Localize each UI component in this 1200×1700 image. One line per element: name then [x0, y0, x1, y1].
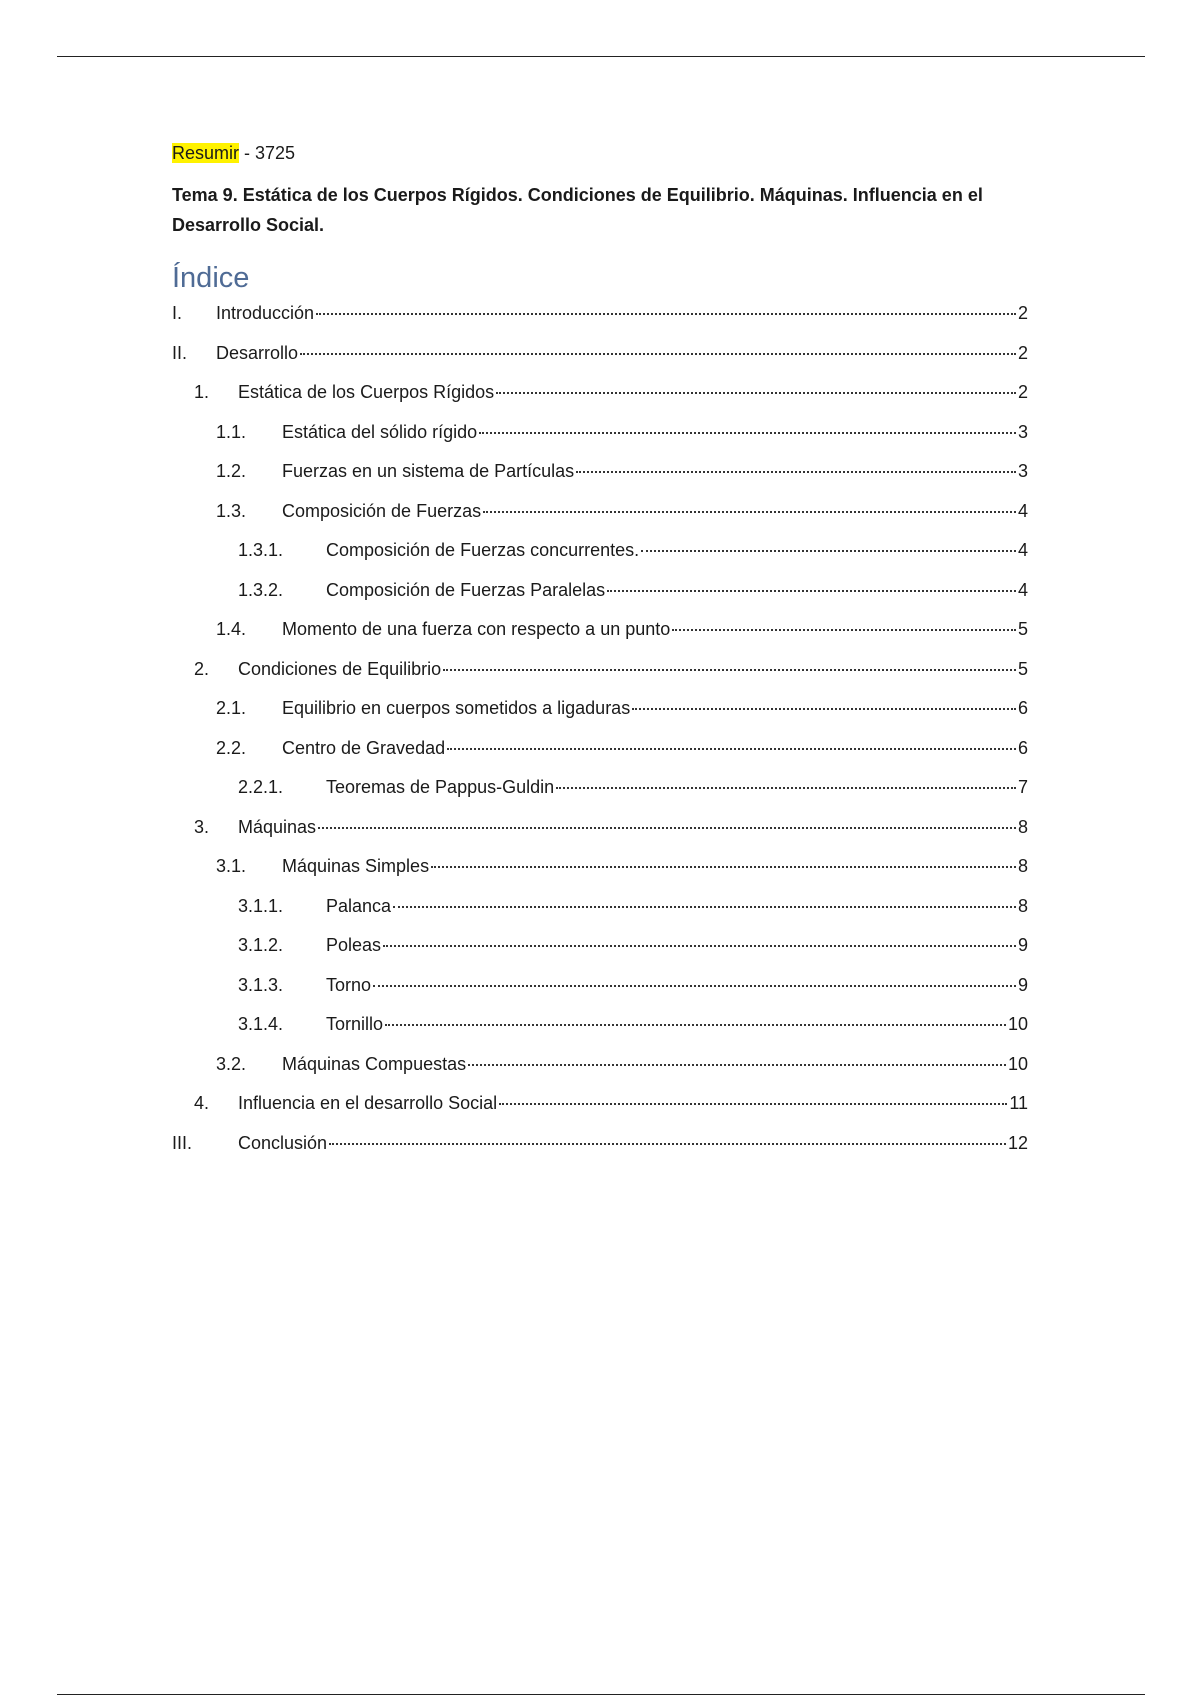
- toc-entry-number: 1.3.1.: [238, 540, 284, 560]
- toc-entry-number: 2.1.: [216, 698, 247, 718]
- toc-entry-page: 12: [1007, 1132, 1028, 1153]
- toc-entry-page: 5: [1017, 619, 1028, 639]
- toc-entry-page: 11: [1009, 1093, 1028, 1113]
- toc-entry-number: 1.: [194, 382, 210, 402]
- toc-entry-page: 8: [1017, 895, 1028, 916]
- dot-leader: [443, 669, 1016, 671]
- dot-leader: [431, 866, 1016, 868]
- toc-entry[interactable]: [172, 774, 1028, 814]
- toc-entry[interactable]: [172, 340, 1028, 380]
- dot-leader: [385, 1024, 1006, 1026]
- dot-leader: [316, 313, 1016, 315]
- toc-entry[interactable]: [172, 1090, 1028, 1130]
- toc-entry-page: 3: [1017, 421, 1028, 442]
- toc-entry-label: Influencia en el desarrollo Social: [238, 1093, 498, 1113]
- toc-entry-label: Teoremas de Pappus-Guldin: [326, 777, 555, 797]
- dot-leader: [318, 827, 1016, 829]
- dot-leader: [576, 471, 1016, 473]
- toc-entry-page: 3: [1017, 461, 1028, 481]
- header-rule: [57, 56, 1145, 57]
- toc-entry-number: 1.3.2.: [238, 579, 284, 600]
- toc-entry-page: 8: [1017, 816, 1028, 837]
- toc-entry-number: 2.2.: [216, 737, 247, 758]
- table-of-contents: [172, 300, 1028, 1169]
- highlighted-label: Resumir: [172, 143, 240, 163]
- toc-entry-number: 2.: [194, 658, 210, 679]
- toc-entry-page: 2: [1017, 342, 1028, 363]
- toc-entry-page: 6: [1017, 698, 1028, 718]
- toc-entry-number: 1.3.: [216, 500, 247, 521]
- dot-leader: [672, 629, 1016, 631]
- toc-entry-number: 3.1.2.: [238, 935, 284, 955]
- toc-entry-number: 3.2.: [216, 1053, 247, 1074]
- document-label: [172, 140, 1028, 166]
- toc-entry-label: Composición de Fuerzas Paralelas: [326, 579, 606, 600]
- dot-leader: [468, 1064, 1006, 1066]
- toc-entry[interactable]: [172, 1130, 1028, 1170]
- toc-entry-label: Poleas: [326, 935, 382, 955]
- dot-leader: [556, 787, 1016, 789]
- toc-entry-label: Equilibrio en cuerpos sometidos a ligaduras: [282, 698, 631, 718]
- toc-entry-page: 9: [1017, 974, 1028, 995]
- dot-leader: [641, 550, 1016, 552]
- toc-entry[interactable]: [172, 814, 1028, 854]
- toc-entry[interactable]: [172, 932, 1028, 972]
- toc-entry[interactable]: [172, 537, 1028, 577]
- toc-entry-page: 10: [1007, 1014, 1028, 1034]
- toc-entry[interactable]: [172, 695, 1028, 735]
- toc-entry-number: 3.1.1.: [238, 895, 284, 916]
- toc-entry[interactable]: [172, 853, 1028, 893]
- toc-entry[interactable]: [172, 458, 1028, 498]
- toc-entry-label: Máquinas Compuestas: [282, 1053, 467, 1074]
- toc-entry-page: 10: [1007, 1053, 1028, 1074]
- toc-entry-page: 2: [1017, 382, 1028, 402]
- toc-entry[interactable]: [172, 300, 1028, 340]
- toc-entry-label: Introducción: [216, 303, 315, 323]
- toc-entry-number: 4.: [194, 1093, 210, 1113]
- toc-entry-label: Máquinas: [238, 816, 317, 837]
- toc-entry-label: Conclusión: [238, 1132, 328, 1153]
- toc-entry[interactable]: [172, 656, 1028, 696]
- toc-entry[interactable]: [172, 1051, 1028, 1091]
- toc-entry-number: I.: [172, 303, 183, 323]
- toc-entry[interactable]: [172, 893, 1028, 933]
- toc-entry-number: 3.1.: [216, 856, 247, 876]
- toc-entry-page: 5: [1017, 658, 1028, 679]
- dot-leader: [300, 353, 1016, 355]
- toc-entry[interactable]: [172, 616, 1028, 656]
- dot-leader: [447, 748, 1016, 750]
- toc-entry-label: Máquinas Simples: [282, 856, 430, 876]
- document-title: Tema 9. Estática de los Cuerpos Rígidos. Condiciones de Equilibrio. Máquinas. Influencia en el Desarrollo Social.: [172, 185, 983, 235]
- toc-entry[interactable]: [172, 498, 1028, 538]
- toc-entry-page: 4: [1017, 540, 1028, 560]
- dot-leader: [607, 590, 1016, 592]
- toc-entry-label: Composición de Fuerzas concurrentes.: [326, 540, 640, 560]
- toc-entry-page: 8: [1017, 856, 1028, 876]
- label-rest: - 3725: [239, 143, 296, 163]
- toc-entry-label: Centro de Gravedad: [282, 737, 446, 758]
- toc-entry-label: Momento de una fuerza con respecto a un punto: [282, 619, 671, 639]
- toc-entry-page: 4: [1017, 500, 1028, 521]
- toc-entry-number: 2.2.1.: [238, 777, 284, 797]
- toc-entry-page: 2: [1017, 303, 1028, 323]
- document-body: [172, 140, 1028, 1169]
- toc-entry[interactable]: [172, 735, 1028, 775]
- toc-entry-label: Fuerzas en un sistema de Partículas: [282, 461, 575, 481]
- toc-entry-label: Tornillo: [326, 1014, 384, 1034]
- dot-leader: [496, 392, 1016, 394]
- dot-leader: [393, 906, 1016, 908]
- toc-entry-label: Estática de los Cuerpos Rígidos: [238, 382, 495, 402]
- toc-entry-number: 1.2.: [216, 461, 247, 481]
- toc-entry-page: 6: [1017, 737, 1028, 758]
- toc-entry-page: 4: [1017, 579, 1028, 600]
- toc-entry-number: 1.1.: [216, 421, 247, 442]
- toc-entry-page: 9: [1017, 935, 1028, 955]
- toc-entry-label: Composición de Fuerzas: [282, 500, 482, 521]
- toc-entry-label: Palanca: [326, 895, 392, 916]
- dot-leader: [373, 985, 1016, 987]
- toc-entry-number: 3.: [194, 816, 210, 837]
- toc-entry-number: 3.1.3.: [238, 974, 284, 995]
- toc-entry-number: 1.4.: [216, 619, 247, 639]
- toc-entry-label: Estática del sólido rígido: [282, 421, 478, 442]
- toc-entry[interactable]: [172, 577, 1028, 617]
- dot-leader: [483, 511, 1016, 513]
- dot-leader: [499, 1103, 1007, 1105]
- toc-entry[interactable]: [172, 972, 1028, 1012]
- toc-entry-label: Desarrollo: [216, 342, 299, 363]
- toc-entry-label: Condiciones de Equilibrio: [238, 658, 442, 679]
- footer-rule: [57, 1694, 1145, 1695]
- toc-entry-number: 3.1.4.: [238, 1014, 284, 1034]
- toc-entry-label: Torno: [326, 974, 372, 995]
- toc-entry-number: II.: [172, 342, 188, 363]
- toc-entry[interactable]: [172, 379, 1028, 419]
- toc-entry[interactable]: [172, 419, 1028, 459]
- toc-entry[interactable]: [172, 1011, 1028, 1051]
- dot-leader: [383, 945, 1016, 947]
- toc-heading: Índice: [172, 262, 250, 294]
- dot-leader: [632, 708, 1016, 710]
- toc-entry-page: 7: [1017, 777, 1028, 797]
- dot-leader: [329, 1143, 1006, 1145]
- dot-leader: [479, 432, 1016, 434]
- toc-entry-number: III.: [172, 1132, 193, 1153]
